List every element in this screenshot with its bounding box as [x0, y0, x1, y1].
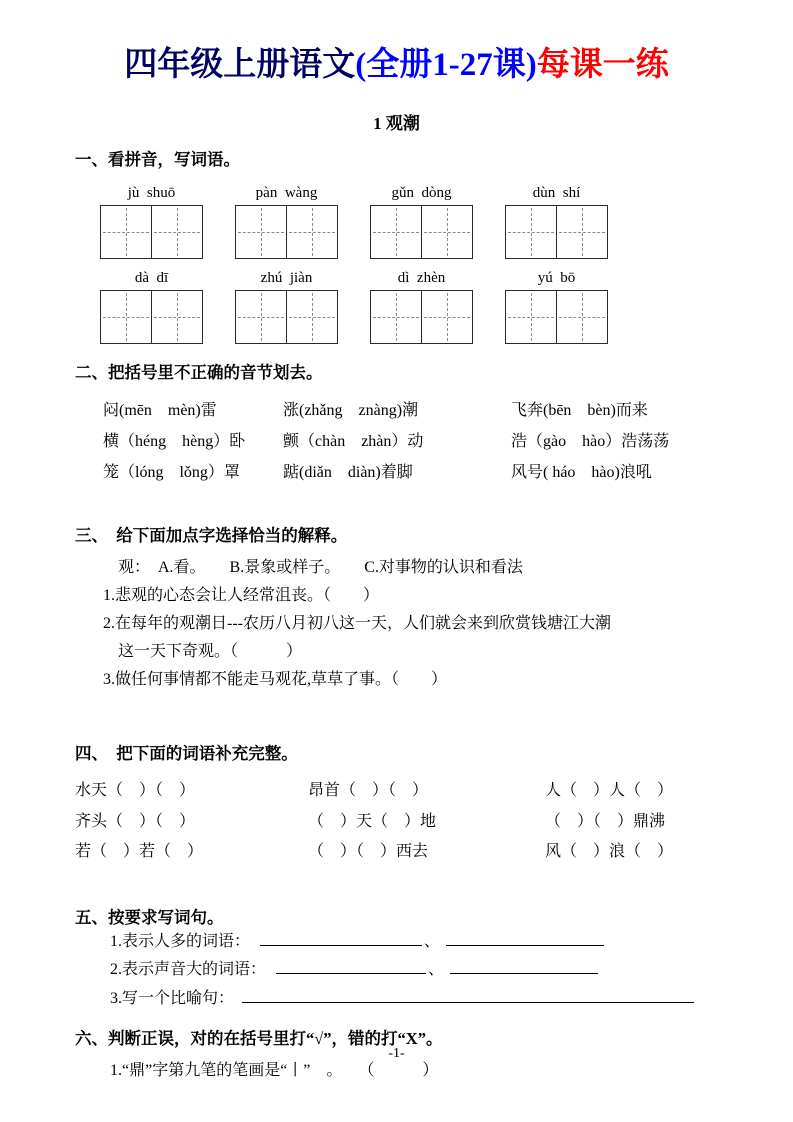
writing-box [100, 205, 152, 259]
section-pinyin [75, 146, 718, 344]
pinyin-word-group [100, 185, 203, 259]
pinyin-label: yú bō [537, 270, 576, 286]
pinyin-label: dùn shí [532, 185, 581, 201]
title-part3: 每课一练 [536, 47, 669, 83]
section-explanation [75, 522, 718, 694]
section-syllables-heading: 二、把括号里不正确的音节划去。 [75, 363, 323, 382]
syllable-item: 涨(zhǎng znàng)潮 [283, 402, 419, 419]
write-words-item-2-label: 2.表示声音大的词语： [110, 961, 267, 978]
write-words-item-1-label: 1.表示人多的词语： [110, 932, 251, 950]
writing-box [286, 205, 338, 259]
page-number: -1- [388, 1046, 405, 1061]
writing-box [370, 205, 422, 259]
answer-blank [276, 958, 426, 974]
syllable-item: 飞奔(bēn bèn)而来 [511, 402, 648, 419]
word-item: 昂首（ ）（ ） [308, 782, 429, 799]
word-item: 水天（ ）（ ） [75, 782, 196, 799]
pinyin-word-group [505, 185, 608, 259]
explanation-item-2-continued: 这一天下奇观。（ ） [118, 643, 303, 660]
pinyin-label: pàn wàng [255, 185, 318, 201]
explanation-item-1: 1.悲观的心态会让人经常沮丧。（ ） [103, 587, 380, 604]
pinyin-word-group [370, 185, 473, 259]
separator: 、 [428, 961, 445, 978]
section-syllables [75, 359, 718, 488]
writing-box-pair [100, 205, 203, 259]
word-item: （ ）天（ ）地 [308, 812, 437, 830]
writing-box [235, 205, 287, 259]
writing-box [421, 290, 473, 344]
writing-box [505, 290, 557, 344]
pinyin-word-group [370, 270, 473, 344]
section-pinyin-heading: 一、看拼音，写词语。 [75, 150, 240, 169]
explanation-item-3: 3.做任何事情都不能走马观花,草草了事。（ ） [103, 671, 448, 688]
writing-box [421, 205, 473, 259]
syllable-item: 浩（gào hào）浩荡荡 [511, 433, 670, 450]
writing-box [556, 205, 608, 259]
write-words-item-3-label: 3.写一个比喻句： [110, 989, 235, 1007]
write-words-item-2 [110, 956, 718, 985]
writing-box [370, 290, 422, 344]
answer-blank [446, 929, 604, 945]
writing-box [151, 205, 203, 259]
write-words-item-3 [110, 985, 718, 1014]
title-part1: 四年级上册语文 [124, 47, 356, 83]
syllable-item: 笼（lóng lǒng）罩 [103, 464, 240, 481]
syllable-item: 颤（chàn zhàn）动 [283, 433, 424, 450]
writing-box-pair [235, 290, 338, 344]
lesson-title: 1 观潮 [373, 114, 420, 133]
writing-box-pair [370, 205, 473, 259]
writing-box [556, 290, 608, 344]
complete-words-grid [75, 776, 718, 868]
writing-box [286, 290, 338, 344]
explanation-options: 观： A.看。 B.景象或样子。 C.对事物的认识和看法 [118, 559, 523, 576]
writing-box [100, 290, 152, 344]
pinyin-label: zhú jiàn [260, 270, 313, 286]
title-part2: (全册1-27课) [355, 47, 537, 83]
section-write-words [75, 904, 718, 1014]
writing-box [151, 290, 203, 344]
writing-box-pair [505, 205, 608, 259]
answer-blank [450, 958, 598, 974]
separator: 、 [424, 932, 441, 950]
pinyin-word-group [235, 185, 338, 259]
answer-blank [242, 986, 694, 1002]
syllable-item: 横（héng hèng）卧 [103, 433, 246, 450]
syllables-grid [103, 395, 718, 488]
page-title [75, 38, 718, 85]
writing-box [505, 205, 557, 259]
word-item: （ ）（ ）鼎沸 [545, 812, 666, 830]
writing-box-pair [235, 205, 338, 259]
pinyin-word-group [505, 270, 608, 344]
pinyin-label: gǔn dòng [391, 185, 452, 201]
syllable-item: 闷(mēn mèn)雷 [103, 402, 217, 419]
word-item: （ ）（ ）西去 [308, 843, 429, 860]
word-item: 人（ ）人（ ） [545, 782, 674, 799]
pinyin-word-group [100, 270, 203, 344]
writing-box-pair [505, 290, 608, 344]
section-complete-words-heading: 四、 把下面的词语补充完整。 [75, 744, 298, 763]
section-explanation-heading: 三、 给下面加点字选择恰当的解释。 [75, 526, 348, 545]
section-complete-words [75, 740, 718, 868]
section-write-words-heading: 五、按要求写词句。 [75, 907, 224, 927]
word-item: 若（ ）若（ ） [75, 843, 204, 860]
writing-box [235, 290, 287, 344]
syllable-item: 踮(diǎn diàn)着脚 [283, 464, 413, 481]
pinyin-label: jù shuō [127, 185, 176, 201]
pinyin-box-row-1 [100, 185, 718, 259]
word-item: 齐头（ ）（ ） [75, 812, 196, 830]
judge-item-1: 1.“鼎”字第九笔的笔画是“丨” 。 （ ） [110, 1062, 439, 1079]
write-words-item-1 [110, 928, 718, 957]
pinyin-box-row-2 [100, 270, 718, 344]
word-item: 风（ ）浪（ ） [545, 843, 674, 860]
syllable-item: 风号( háo hào)浪吼 [511, 464, 652, 481]
pinyin-label: dà dī [134, 270, 169, 286]
explanation-item-2: 2.在每年的观潮日---农历八月初八这一天，人们就会来到欣赏钱塘江大潮 [103, 615, 611, 632]
section-judge-heading: 六、判断正误，对的在括号里打“√”，错的打“X”。 [75, 1029, 443, 1048]
answer-blank [260, 929, 422, 945]
writing-box-pair [370, 290, 473, 344]
pinyin-word-group [235, 270, 338, 344]
writing-box-pair [100, 290, 203, 344]
pinyin-label: dì zhèn [397, 270, 446, 286]
